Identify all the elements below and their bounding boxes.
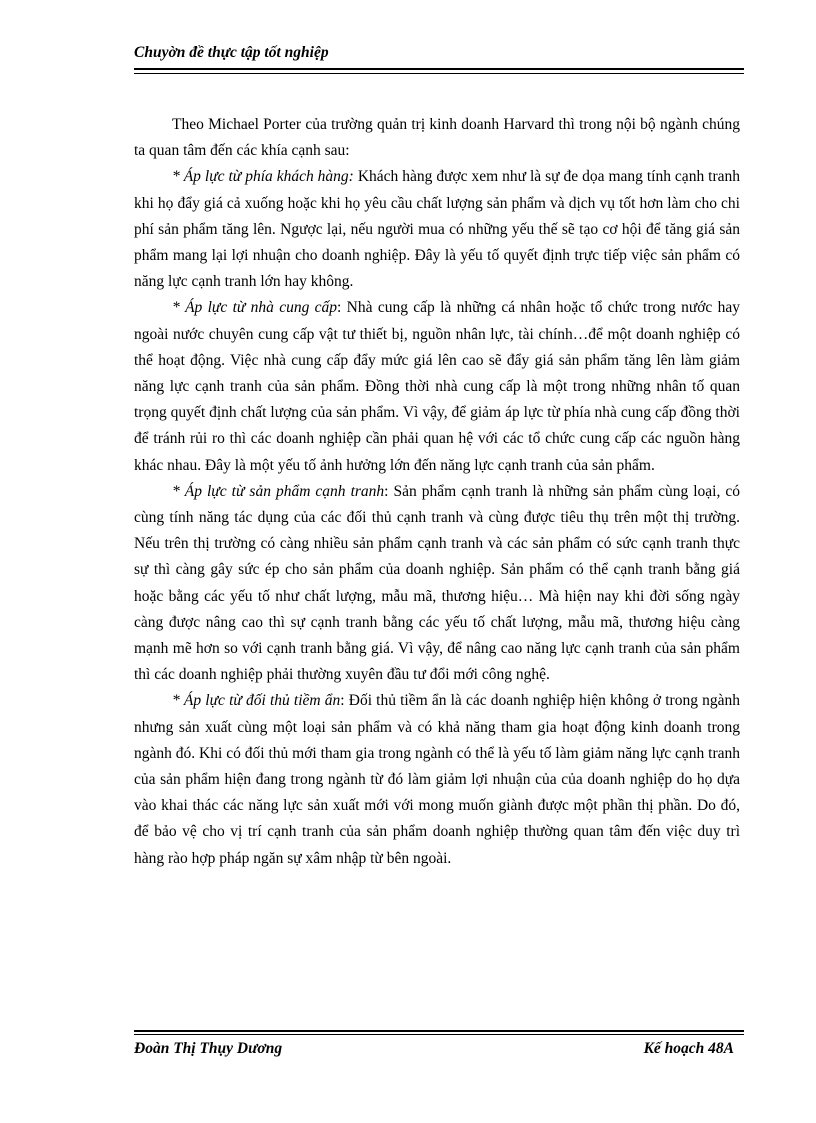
footer-divider-thin [134, 1034, 744, 1035]
footer-class-name: Kế hoạch 48A [643, 1040, 734, 1057]
paragraph-customer-pressure [134, 164, 740, 295]
paragraph-lead: * Áp lực từ nhà cung cấp [172, 299, 338, 317]
paragraph-text: : Đối thủ tiềm ẩn là các doanh nghiệp hiện không ở trong ngành nhưng sản xuất cùng một loại sản phẩm và có khả năng tham gia hoạt động kinh doanh trong ngành đó. Khi có đối thủ mới tham gia trong ngành có thể là yếu tố làm giảm năng lực cạnh tranh của sản phẩm hiện đang trong ngành từ đó làm giảm lợi nhuận của của doanh nghiệp do họ dựa vào khai thác các năng lực sản xuất mới với mong muốn giành được một phần thị phần. Do đó, để bảo vệ cho vị trí cạnh tranh của sản phẩm doanh nghiệp thường quan tâm đến việc duy trì hàng rào hợp pháp ngăn sự xâm nhập từ bên ngoài. [134, 692, 740, 867]
paragraph-lead: * Áp lực từ đối thủ tiềm ẩn [172, 692, 341, 710]
document-body [134, 112, 740, 872]
paragraph-competing-product-pressure [134, 479, 740, 689]
paragraph-text: : Sản phẩm cạnh tranh là những sản phẩm cùng loại, có cùng tính năng tác dụng của các đối thủ cạnh tranh và cùng được tiêu thụ trên một thị trường. Nếu trên thị trường có càng nhiều sản phẩm cạnh tranh và các sản phẩm có sức cạnh tranh thực sự thì càng gây sức ép cho sản phẩm của doanh nghiệp. Sản phẩm có thể cạnh tranh bằng giá hoặc bằng các yếu tố như chất lượng, mẫu mã, thương hiệu… Mà hiện nay khi đời sống ngày càng được nâng cao thì sự cạnh tranh bằng các yếu tố chất lượng, mẫu mã, thương hiệu càng mạnh mẽ hơn so với cạnh tranh bằng giá. Vì vậy, để nâng cao năng lực cạnh tranh của sản phẩm thì các doanh nghiệp phải thường xuyên đầu tư đổi mới công nghệ. [134, 482, 740, 684]
page-header-title: Chuyờn đề thực tập tốt nghiệp [134, 44, 744, 70]
page-footer [134, 1040, 734, 1058]
header-divider [134, 73, 744, 74]
footer-divider [134, 1030, 744, 1032]
paragraph-supplier-pressure [134, 295, 740, 478]
intro-paragraph: Theo Michael Porter của trường quản trị kinh doanh Harvard thì trong nội bộ ngành chúng ta quan tâm đến các khía cạnh sau: [134, 116, 740, 160]
paragraph-potential-competitor-pressure [134, 688, 740, 871]
paragraph-lead: * Áp lực từ phía khách hàng: [172, 168, 354, 186]
paragraph-lead: * Áp lực từ sản phẩm cạnh tranh [172, 482, 385, 500]
footer-author: Đoàn Thị Thụy Dương [134, 1040, 283, 1057]
paragraph-text: Khách hàng được xem như là sự đe dọa mang tính cạnh tranh khi họ đẩy giá cả xuống hoặc khi họ yêu cầu chất lượng sản phẩm và dịch vụ tốt hơn làm cho chi phí sản phẩm tăng lên. Ngược lại, nếu người mua có những yếu thế sẽ tạo cơ hội để tăng giá sản phẩm mang lại lợi nhuận cho doanh nghiệp. Đây là yếu tố quyết định trực tiếp việc sản phẩm có năng lực cạnh tranh lớn hay không. [134, 168, 740, 291]
paragraph-text: : Nhà cung cấp là những cá nhân hoặc tổ chức trong nước hay ngoài nước chuyên cung cấp vật tư thiết bị, nguồn nhân lực, tài chính…để một doanh nghiệp có thể hoạt động. Việc nhà cung cấp đẩy mức giá lên cao sẽ đẩy giá sản phẩm tăng lên làm giảm năng lực cạnh tranh của sản phẩm. Đồng thời nhà cung cấp là một trong những nhân tố quan trọng quyết định chất lượng của sản phẩm. Vì vậy, để giảm áp lực từ phía nhà cung cấp đồng thời để tránh rủi ro thì các doanh nghiệp cần phải quan hệ với các tổ chức cung cấp các nguồn hàng khác nhau. Đây là một yếu tố ảnh hưởng lớn đến năng lực cạnh tranh của sản phẩm. [134, 299, 740, 474]
